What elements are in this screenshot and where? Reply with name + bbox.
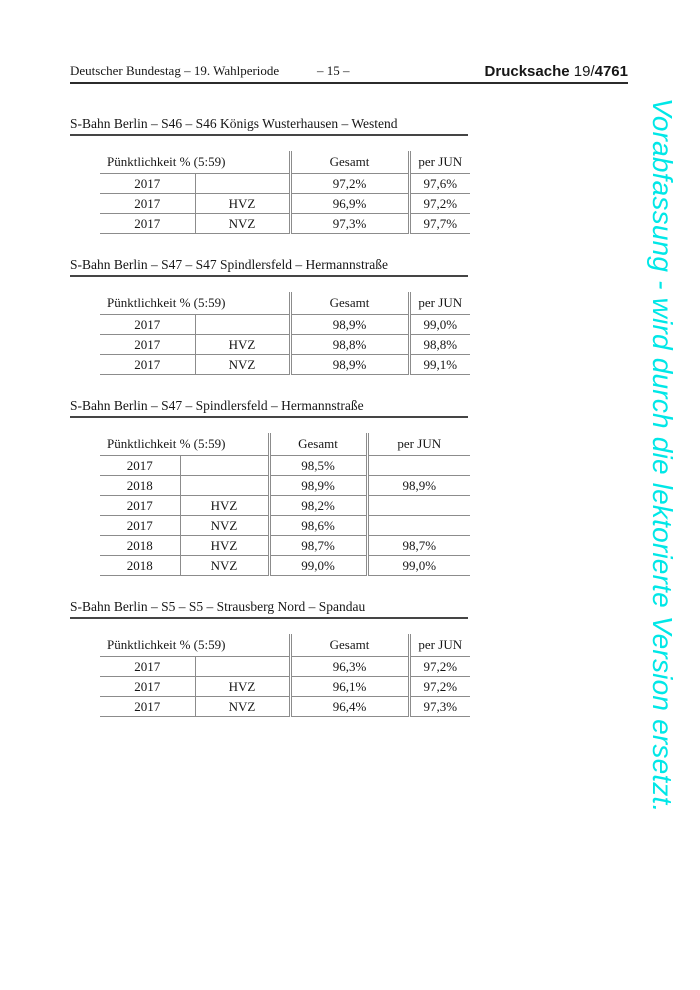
punctuality-table bbox=[100, 151, 470, 234]
header-drucksache bbox=[485, 65, 628, 79]
section-title: S-Bahn Berlin – S46 – S46 Königs Wusterhausen – Westend bbox=[70, 117, 468, 136]
column-header-gesamt: Gesamt bbox=[269, 433, 367, 456]
column-header-gesamt: Gesamt bbox=[290, 292, 409, 315]
period-cell: NVZ bbox=[180, 556, 269, 576]
gesamt-cell: 98,6% bbox=[269, 516, 367, 536]
gesamt-cell: 96,3% bbox=[290, 657, 409, 677]
per-jun-cell: 99,0% bbox=[409, 315, 470, 335]
year-cell: 2018 bbox=[100, 556, 180, 576]
gesamt-cell: 99,0% bbox=[269, 556, 367, 576]
column-header-gesamt: Gesamt bbox=[290, 634, 409, 657]
table-row bbox=[100, 335, 470, 355]
period-cell: HVZ bbox=[195, 677, 290, 697]
table-header-row bbox=[100, 151, 470, 174]
table-row bbox=[100, 476, 470, 496]
table-row bbox=[100, 456, 470, 476]
gesamt-cell: 98,5% bbox=[269, 456, 367, 476]
running-head bbox=[70, 64, 628, 84]
gesamt-cell: 98,9% bbox=[290, 315, 409, 335]
year-cell: 2017 bbox=[100, 194, 195, 214]
table-row bbox=[100, 556, 470, 576]
period-cell: NVZ bbox=[180, 516, 269, 536]
table-row bbox=[100, 174, 470, 194]
per-jun-cell bbox=[367, 516, 470, 536]
year-cell: 2017 bbox=[100, 677, 195, 697]
gesamt-cell: 96,1% bbox=[290, 677, 409, 697]
year-cell: 2017 bbox=[100, 355, 195, 375]
period-cell: HVZ bbox=[180, 496, 269, 516]
table-header-row bbox=[100, 292, 470, 315]
table-row bbox=[100, 315, 470, 335]
period-cell: NVZ bbox=[195, 355, 290, 375]
drucksache-number-prefix: 19/ bbox=[573, 63, 595, 80]
table-row bbox=[100, 516, 470, 536]
period-cell: HVZ bbox=[195, 335, 290, 355]
year-cell: 2018 bbox=[100, 476, 180, 496]
year-cell: 2017 bbox=[100, 315, 195, 335]
gesamt-cell: 98,9% bbox=[269, 476, 367, 496]
per-jun-cell: 97,3% bbox=[409, 697, 470, 717]
drucksache-number: 4761 bbox=[594, 63, 628, 80]
period-cell bbox=[195, 174, 290, 194]
column-header-per-jun: per JUN bbox=[409, 292, 470, 315]
table-header-row bbox=[100, 433, 470, 456]
per-jun-cell: 98,7% bbox=[367, 536, 470, 556]
watermark-vorabfassung: Vorabfassung - wird durch die lektorierte Version ersetzt. bbox=[647, 98, 678, 813]
section-title: S-Bahn Berlin – S47 – Spindlersfeld – Hermannstraße bbox=[70, 399, 468, 418]
column-header-metric: Pünktlichkeit % (5:59) bbox=[100, 433, 269, 456]
gesamt-cell: 98,7% bbox=[269, 536, 367, 556]
section-title: S-Bahn Berlin – S5 – S5 – Strausberg Nord – Spandau bbox=[70, 600, 468, 619]
gesamt-cell: 97,2% bbox=[290, 174, 409, 194]
table-row bbox=[100, 496, 470, 516]
gesamt-cell: 97,3% bbox=[290, 214, 409, 234]
per-jun-cell: 99,0% bbox=[367, 556, 470, 576]
table-row bbox=[100, 697, 470, 717]
period-cell: HVZ bbox=[195, 194, 290, 214]
sections-container bbox=[70, 117, 628, 717]
column-header-per-jun: per JUN bbox=[409, 634, 470, 657]
section-title: S-Bahn Berlin – S47 – S47 Spindlersfeld – Hermannstraße bbox=[70, 258, 468, 277]
table-section bbox=[70, 117, 628, 234]
year-cell: 2018 bbox=[100, 536, 180, 556]
table-row bbox=[100, 355, 470, 375]
period-cell bbox=[180, 456, 269, 476]
year-cell: 2017 bbox=[100, 174, 195, 194]
period-cell: NVZ bbox=[195, 697, 290, 717]
year-cell: 2017 bbox=[100, 456, 180, 476]
punctuality-table bbox=[100, 634, 470, 717]
period-cell bbox=[195, 657, 290, 677]
table-section bbox=[70, 399, 628, 576]
table-row bbox=[100, 657, 470, 677]
gesamt-cell: 98,9% bbox=[290, 355, 409, 375]
column-header-metric: Pünktlichkeit % (5:59) bbox=[100, 292, 290, 315]
per-jun-cell bbox=[367, 496, 470, 516]
header-institution: Deutscher Bundestag – 19. Wahlperiode bbox=[70, 63, 280, 78]
table-section bbox=[70, 258, 628, 375]
per-jun-cell: 97,2% bbox=[409, 194, 470, 214]
punctuality-table bbox=[100, 433, 470, 576]
column-header-metric: Pünktlichkeit % (5:59) bbox=[100, 634, 290, 657]
drucksache-label: Drucksache bbox=[484, 63, 570, 80]
header-page-number: – 15 – bbox=[317, 63, 350, 78]
year-cell: 2017 bbox=[100, 657, 195, 677]
table-section bbox=[70, 600, 628, 717]
gesamt-cell: 98,2% bbox=[269, 496, 367, 516]
per-jun-cell: 97,2% bbox=[409, 657, 470, 677]
column-header-per-jun: per JUN bbox=[409, 151, 470, 174]
table-row bbox=[100, 536, 470, 556]
punctuality-table bbox=[100, 292, 470, 375]
page-content bbox=[0, 64, 700, 717]
year-cell: 2017 bbox=[100, 697, 195, 717]
gesamt-cell: 96,9% bbox=[290, 194, 409, 214]
period-cell: NVZ bbox=[195, 214, 290, 234]
per-jun-cell: 97,6% bbox=[409, 174, 470, 194]
column-header-per-jun: per JUN bbox=[367, 433, 470, 456]
year-cell: 2017 bbox=[100, 214, 195, 234]
column-header-gesamt: Gesamt bbox=[290, 151, 409, 174]
period-cell bbox=[180, 476, 269, 496]
table-row bbox=[100, 677, 470, 697]
per-jun-cell: 98,9% bbox=[367, 476, 470, 496]
column-header-metric: Pünktlichkeit % (5:59) bbox=[100, 151, 290, 174]
per-jun-cell: 99,1% bbox=[409, 355, 470, 375]
year-cell: 2017 bbox=[100, 496, 180, 516]
per-jun-cell: 97,2% bbox=[409, 677, 470, 697]
gesamt-cell: 98,8% bbox=[290, 335, 409, 355]
period-cell: HVZ bbox=[180, 536, 269, 556]
period-cell bbox=[195, 315, 290, 335]
per-jun-cell: 97,7% bbox=[409, 214, 470, 234]
per-jun-cell: 98,8% bbox=[409, 335, 470, 355]
gesamt-cell: 96,4% bbox=[290, 697, 409, 717]
table-row bbox=[100, 214, 470, 234]
table-header-row bbox=[100, 634, 470, 657]
table-row bbox=[100, 194, 470, 214]
per-jun-cell bbox=[367, 456, 470, 476]
year-cell: 2017 bbox=[100, 335, 195, 355]
year-cell: 2017 bbox=[100, 516, 180, 536]
